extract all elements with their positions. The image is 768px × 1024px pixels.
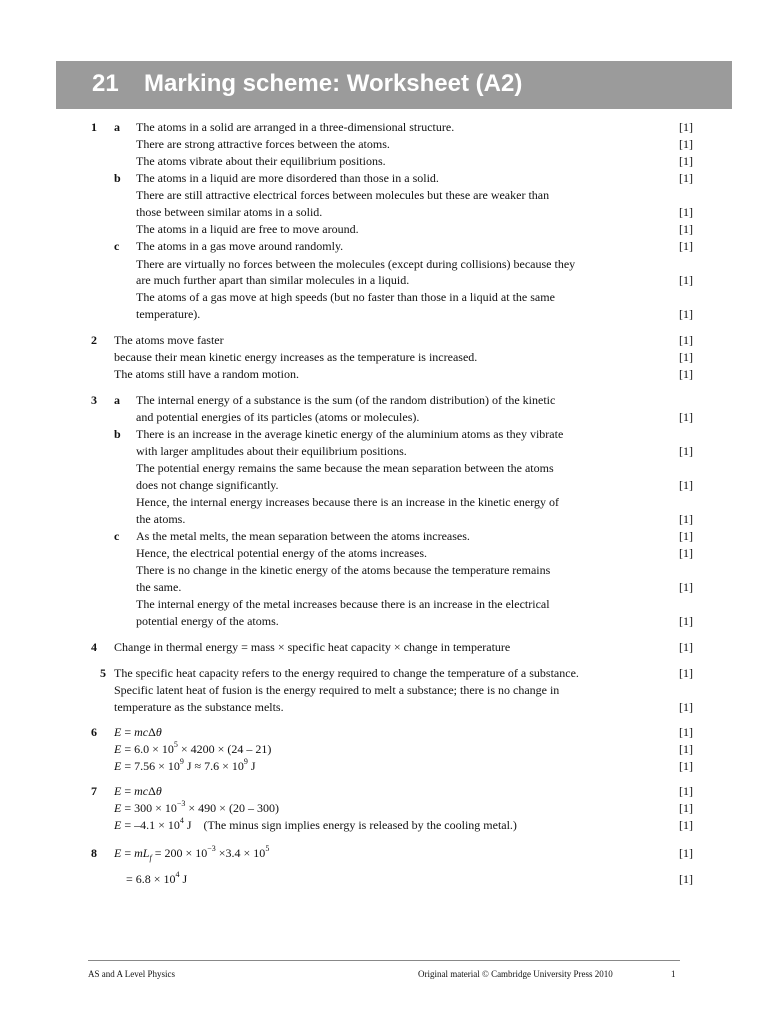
answer-line: the atoms. [136,512,186,526]
mark: [1] [679,872,693,886]
answer-line: does not change significantly. [136,478,279,492]
mark: [1] [679,801,693,815]
question-number: 8 [91,846,97,860]
part-label: c [114,239,120,253]
chapter-number: 21 [92,70,119,97]
question-number: 7 [91,784,97,798]
answer-line: The atoms vibrate about their equilibrium positions. [136,154,386,168]
answer-line: potential energy of the atoms. [136,614,279,628]
answer-line: are much further apart than similar molecules in a liquid. [136,273,410,287]
mark: [1] [679,614,693,628]
answer-line: The specific heat capacity refers to the energy required to change the temperature of a substance. [114,666,579,680]
answer-line: those between similar atoms in a solid. [136,205,323,219]
mark: [1] [679,222,693,236]
mark: [1] [679,725,693,739]
mark: [1] [679,273,693,287]
mark: [1] [679,239,693,253]
footer-course: AS and A Level Physics [88,969,175,979]
equation-line: E = mcΔθ [114,725,162,739]
page-number: 1 [671,969,676,979]
mark: [1] [679,120,693,134]
answer-line: Change in thermal energy = mass × specific heat capacity × change in temperature [114,640,511,654]
answer-line: temperature). [136,307,201,321]
footer-copyright: Original material © Cambridge University Press 2010 [418,969,613,979]
answer-line: The atoms in a liquid are more disordered than those in a solid. [136,171,439,185]
answer-line: The atoms in a solid are arranged in a three-dimensional structure. [136,120,455,134]
part-label: c [114,529,120,543]
mark: [1] [679,444,693,458]
answer-line: Specific latent heat of fusion is the energy required to melt a substance; there is no change in [114,683,560,697]
equation-line: $E = 6.0 \times 10^5 \times 4200 \times (24 - 21)$ [114,740,272,756]
mark: [1] [679,742,693,756]
answer-line: temperature as the substance melts. [114,700,284,714]
mark: [1] [679,154,693,168]
answer-line: the same. [136,580,182,594]
answer-line: because their mean kinetic energy increases as the temperature is increased. [114,350,478,364]
mark: [1] [679,367,693,381]
mark: [1] [679,333,693,347]
mark: [1] [679,846,693,860]
answer-line: There is no change in the kinetic energy of the atoms because the temperature remains [136,563,551,577]
answer-line: There are strong attractive forces between the atoms. [136,137,390,151]
equation-line: $E = 300 \times 10^{-3} \times 490 \times (20 - 300)$ [114,799,279,815]
mark: [1] [679,666,693,680]
mark: [1] [679,205,693,219]
page-title [92,70,522,98]
mark: [1] [679,759,693,773]
equation-line: $E = mL_f = 200 \times 10^{-3} \times 3.4 \times 10^5$ [114,844,270,863]
mark: [1] [679,546,693,560]
equation-line: $E = 7.56 \times 10^9$ $J \approx 7.6 \times 10^9$ J [114,757,256,773]
mark: [1] [679,350,693,364]
mark: [1] [679,580,693,594]
mark: [1] [679,410,693,424]
answer-line: The potential energy remains the same because the mean separation between the atoms [136,461,554,475]
answer-line: and potential energies of its particles (atoms or molecules). [136,410,420,424]
chapter-title: Marking scheme: Worksheet (A2) [144,70,523,97]
mark: [1] [679,478,693,492]
answer-line: The atoms move faster [114,333,224,347]
part-label: b [114,427,121,441]
question-number: 4 [91,640,97,654]
part-label: b [114,171,121,185]
mark: [1] [679,529,693,543]
question-number: 6 [91,725,97,739]
mark: [1] [679,700,693,714]
question-number: 3 [91,393,97,407]
mark: [1] [679,137,693,151]
equation-line: = $6.8 \times 10^4$ J [126,870,188,886]
answer-line: There are virtually no forces between the molecules (except during collisions) because they [136,257,576,271]
part-label: a [114,120,120,134]
mark: [1] [679,784,693,798]
answer-line: The internal energy of the metal increases because there is an increase in the electrical [136,597,550,611]
answer-line: with larger amplitudes about their equilibrium positions. [136,444,407,458]
answer-line: Hence, the electrical potential energy of the atoms increases. [136,546,427,560]
question-number: 5 [100,666,106,680]
mark: [1] [679,512,693,526]
answer-line: As the metal melts, the mean separation between the atoms increases. [136,529,470,543]
answer-line: The atoms of a gas move at high speeds (but no faster than those in a liquid at the same [136,290,555,304]
part-label: a [114,393,120,407]
mark: [1] [679,818,693,832]
answer-line: The atoms in a liquid are free to move around. [136,222,359,236]
answer-line: The atoms in a gas move around randomly. [136,239,344,253]
equation-line: $E = -4.1 \times 10^4$ J (The minus sign implies energy is released by the cooling metal.) [114,816,517,832]
answer-line: There are still attractive electrical forces between molecules but these are weaker than [136,188,550,202]
question-number: 1 [91,120,97,134]
answer-line: The internal energy of a substance is the sum (of the random distribution) of the kinetic [136,393,556,407]
mark: [1] [679,171,693,185]
equation-line: E = mcΔθ [114,784,162,798]
title-banner [56,61,732,109]
answer-line: Hence, the internal energy increases because there is an increase in the kinetic energy of [136,495,560,509]
footer-divider [88,960,680,961]
mark: [1] [679,307,693,321]
answer-line: There is an increase in the average kinetic energy of the aluminium atoms as they vibrate [136,427,564,441]
mark: [1] [679,640,693,654]
answer-line: The atoms still have a random motion. [114,367,299,381]
question-number: 2 [91,333,97,347]
